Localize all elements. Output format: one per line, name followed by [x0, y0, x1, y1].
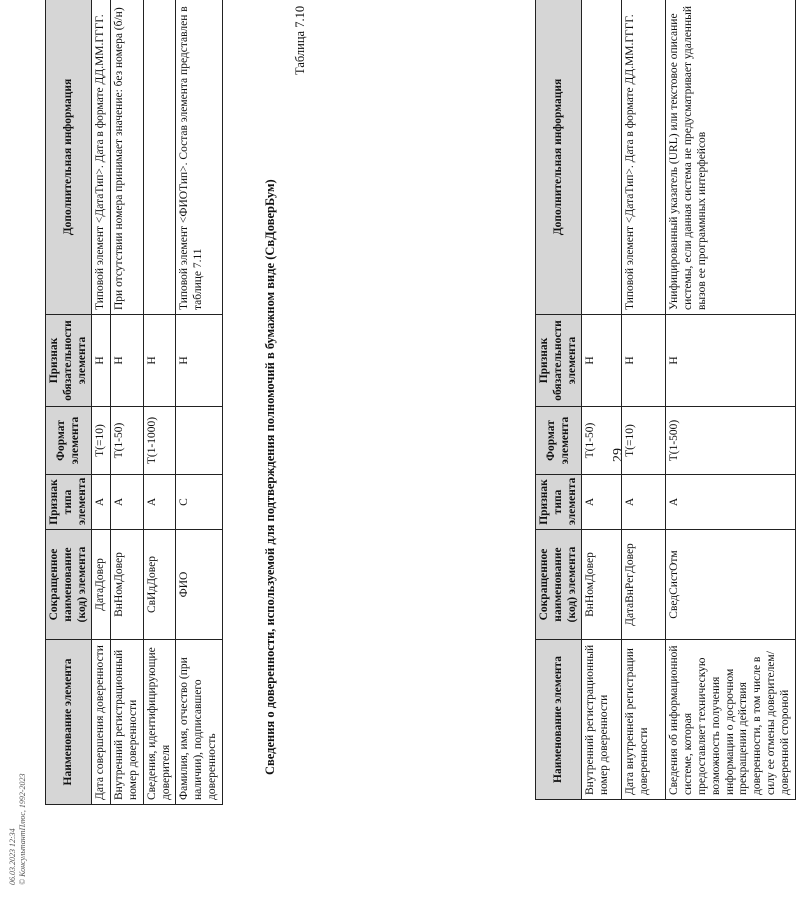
header-cell: Признак типа элемента	[536, 475, 582, 530]
page-number: 29	[611, 448, 626, 462]
header-cell: Формат элемента	[536, 407, 582, 475]
table-cell: T(1-500)	[666, 407, 795, 475]
table-cell: А	[622, 475, 666, 530]
table-cell	[582, 0, 622, 315]
table-cell: С	[176, 475, 222, 530]
header-cell: Наименование элемента	[536, 640, 582, 800]
stamp-line: 06.03.2023 12:34	[8, 828, 17, 885]
table-cell: Сведения, идентифицирующие доверителя	[143, 640, 176, 805]
table-cell: Н	[176, 315, 222, 407]
table-row	[622, 0, 666, 800]
print-stamp	[8, 773, 27, 885]
table-row	[666, 0, 795, 800]
header-cell: Признак обязательности элемента	[46, 315, 92, 407]
table-row	[92, 0, 111, 805]
table-cell: Внутренний регистрационный номер доверенности	[582, 640, 622, 800]
table-caption: Сведения о доверенности, используемой для подтверждения полномочий в бумажном виде (СвДоверБум)	[263, 179, 277, 775]
table-cell: Сведения об информационной системе, которая предоставляет техническую возможность получения информации о досрочном прекращении действия доверенности, в том числе в силу ее отмены доверителем/доверенной стороной	[666, 640, 795, 800]
header-cell: Наименование элемента	[46, 640, 92, 805]
stamp-line: © КонсультантПлюс, 1992-2023	[17, 773, 27, 885]
table-1	[535, 0, 796, 800]
table-number: Таблица 7.10	[293, 5, 307, 75]
table-cell: А	[111, 475, 144, 530]
table-cell: Н	[92, 315, 111, 407]
table-cell: ФИО	[176, 530, 222, 640]
table-2-header	[46, 0, 92, 805]
table-cell: T(1-50)	[582, 407, 622, 475]
table-cell: Внутренний регистрационный номер доверенности	[111, 640, 144, 805]
table-cell	[143, 0, 176, 315]
table-cell: T(1-1000)	[143, 407, 176, 475]
table-cell: СвИдДовер	[143, 530, 176, 640]
table-row	[582, 0, 622, 800]
table-cell: Н	[622, 315, 666, 407]
table-cell: ВнНомДовер	[111, 530, 144, 640]
table-cell: Дата совершения доверенности	[92, 640, 111, 805]
header-cell: Дополнительная информация	[46, 0, 92, 315]
header-cell: Дополнительная информация	[536, 0, 582, 315]
table-cell	[176, 407, 222, 475]
table-cell: Н	[582, 315, 622, 407]
table-row	[143, 0, 176, 805]
table-cell: Н	[143, 315, 176, 407]
header-cell: Сокращенное наименование (код) элемента	[536, 530, 582, 640]
table-cell: Н	[666, 315, 795, 407]
header-cell: Признак типа элемента	[46, 475, 92, 530]
table-cell: Типовой элемент <ФИОТип>. Состав элемента представлен в таблице 7.11	[176, 0, 222, 315]
table-cell: T(=10)	[92, 407, 111, 475]
table-cell: ВнНомДовер	[582, 530, 622, 640]
table-cell: Дата внутренней регистрации доверенности	[622, 640, 666, 800]
table-cell: Фамилия, имя, отчество (при наличии), подписавшего доверенность	[176, 640, 222, 805]
table-cell: T(1-50)	[111, 407, 144, 475]
table-cell: СведСистОтм	[666, 530, 795, 640]
table-cell: Унифицированный указатель (URL) или текстовое описание системы, если данная система не предусматривает удаленный вызов ее программных интерфейсов	[666, 0, 795, 315]
table-1-header	[536, 0, 582, 800]
table-cell: А	[92, 475, 111, 530]
table-row	[111, 0, 144, 805]
table-row	[176, 0, 222, 805]
table-cell: Н	[111, 315, 144, 407]
header-cell: Признак обязательности элемента	[536, 315, 582, 407]
table-cell: А	[666, 475, 795, 530]
header-cell: Формат элемента	[46, 407, 92, 475]
table-cell: ДатаВнРегДовер	[622, 530, 666, 640]
table-cell: А	[143, 475, 176, 530]
table-cell: ДатаДовер	[92, 530, 111, 640]
table-cell: При отсутствии номера принимает значение: без номера (б/н)	[111, 0, 144, 315]
table-cell: Типовой элемент <ДатаТип>. Дата в формате ДД.ММ.ГГГГ.	[92, 0, 111, 315]
table-cell: Типовой элемент <ДатаТип>. Дата в формате ДД.ММ.ГГГГ.	[622, 0, 666, 315]
table-cell: T(=10)	[622, 407, 666, 475]
table-2	[45, 0, 223, 805]
header-cell: Сокращенное наименование (код) элемента	[46, 530, 92, 640]
table-cell: А	[582, 475, 622, 530]
